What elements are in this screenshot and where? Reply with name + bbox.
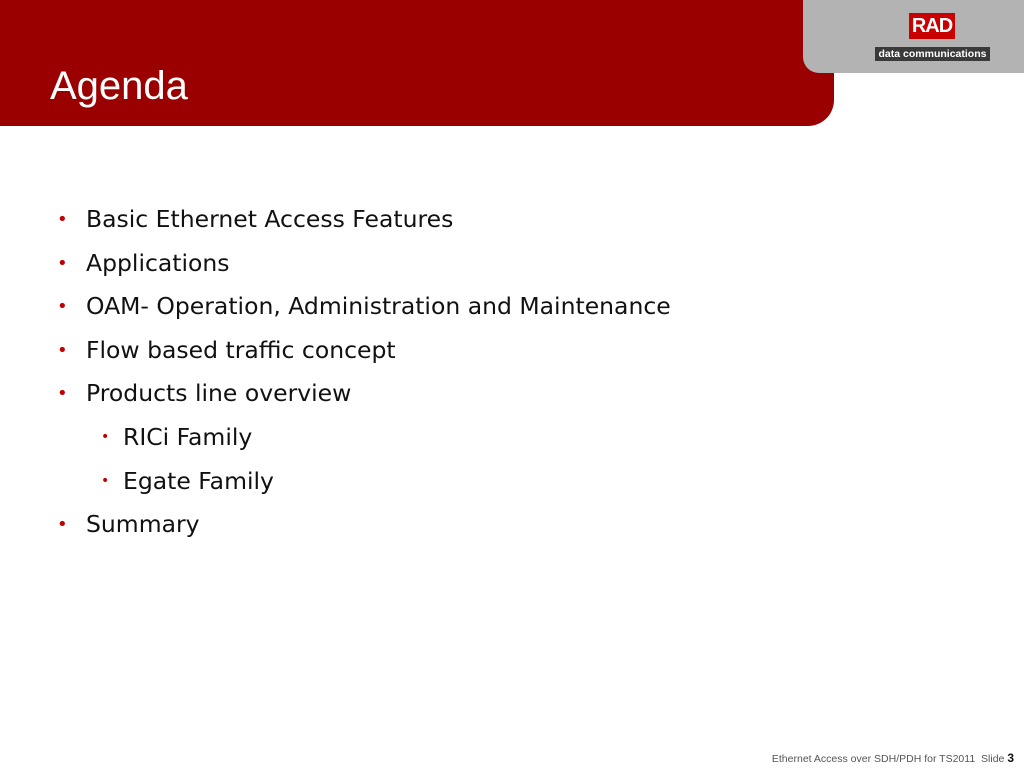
slide-number: 3 — [1007, 751, 1014, 765]
agenda-item — [0, 198, 671, 242]
agenda-item-text: Products line overview — [86, 379, 352, 408]
agenda-item — [0, 242, 671, 286]
bullet-icon: • — [101, 428, 110, 445]
logo-panel — [803, 0, 1024, 73]
bullet-icon: • — [57, 209, 68, 230]
agenda-item-text: Applications — [86, 248, 230, 277]
agenda-item — [0, 372, 671, 416]
agenda-subitem — [0, 416, 671, 460]
agenda-subitem-text: Egate Family — [123, 466, 274, 495]
bullet-icon: • — [57, 296, 68, 318]
agenda-item-text: OAM- Operation, Administration and Maintenance — [86, 292, 671, 321]
agenda-subitem-text: RICi Family — [123, 422, 253, 451]
slide-title: Agenda — [50, 64, 188, 108]
bullet-icon: • — [57, 383, 68, 405]
bullet-icon: • — [57, 252, 68, 274]
title-band — [0, 0, 834, 126]
bullet-icon: • — [57, 339, 68, 361]
agenda-item — [0, 503, 671, 547]
agenda-subitem — [0, 460, 671, 504]
slide-label: Slide — [981, 753, 1005, 765]
agenda-item-text: Basic Ethernet Access Features — [86, 205, 454, 233]
footer — [772, 751, 1014, 765]
logo-tagline: data communications — [875, 47, 990, 61]
agenda-list — [0, 198, 671, 547]
agenda-item — [0, 329, 671, 373]
bullet-icon: • — [101, 472, 110, 489]
footer-text: Ethernet Access over SDH/PDH for TS2011 — [771, 753, 976, 765]
agenda-item-text: Summary — [86, 510, 200, 539]
agenda-item — [0, 285, 671, 329]
rad-logo: RAD — [909, 13, 955, 39]
agenda-item-text: Flow based traffic concept — [86, 335, 396, 364]
bullet-icon: • — [57, 514, 68, 536]
